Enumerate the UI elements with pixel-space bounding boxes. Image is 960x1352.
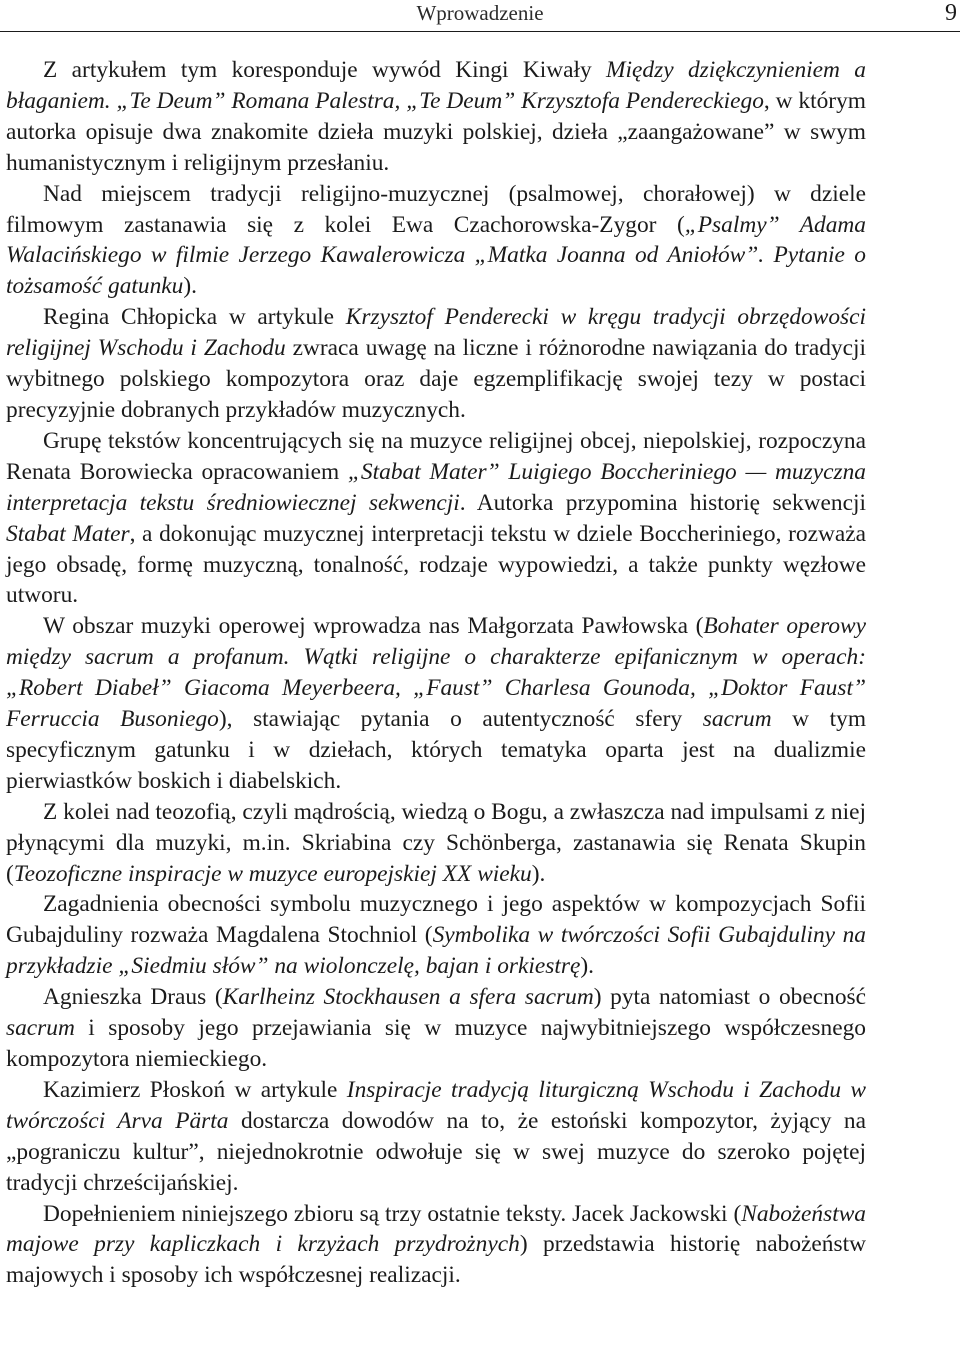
text-run: Agnieszka Draus ( xyxy=(43,984,223,1011)
text-run: Nad miejscem tradycji religijno-muzycznej (psalmowej, chorałowej) w dziele filmowym zastanawia się z kolei Ewa Czachorowska-Zygor ( xyxy=(6,180,866,238)
text-run: . Autorka przypomina historię sekwencji xyxy=(459,489,866,516)
text-run: ). xyxy=(531,860,546,887)
paragraph-stochniol xyxy=(6,889,866,982)
paragraph-jackowski xyxy=(6,1199,866,1292)
italic-title: „Psalmy” Adama Walacińskiego w filmie Jerzego Kawalerowicza „Matka Joanna od Aniołów”. Pytanie o tożsamość gatunku xyxy=(6,211,866,300)
italic-title: Bohater operowy między sacrum a profanum. Wątki religijne o charakterze epifanicznym w operach: „Robert Diabeł” Giacoma Meyerbeera, „Faust” Charlesa Gounoda, „Doktor Faust” Ferruccia Busoniego xyxy=(6,613,866,733)
italic-title: Między dziękczynieniem a błaganiem. „Te Deum” Romana Palestra, „Te Deum” Krzysztofa Pendereckiego xyxy=(6,57,866,114)
italic-title: Inspiracje tradycją liturgiczną Wschodu i Zachodu w twórczości Arva Pärta xyxy=(6,1076,866,1134)
text-run: zwraca uwagę na liczne i różnorodne nawiązania do tradycji wybitnego polskiego kompozytora oraz daje egzemplifikację swojej tezy w postaci precyzyjnie dobranych przykładów muzycznych. xyxy=(6,335,866,423)
text-run: ), stawiając pytania o autentyczność sfery xyxy=(218,706,703,733)
paragraph-pawlowska xyxy=(6,611,866,796)
text-run: ). xyxy=(580,953,594,980)
text-run: Grupę tekstów koncentrujących się na muzyce religijnej obcej, niepolskiej, rozpoczyna Renata Borowiecka opracowaniem xyxy=(6,427,866,485)
paragraph-czachorowska-zygor xyxy=(6,179,866,303)
italic-title: Teozoficzne inspiracje w muzyce europejskiej XX wieku xyxy=(13,860,532,887)
italic-title: sacrum xyxy=(6,1015,75,1042)
paragraph-borowiecka xyxy=(6,426,866,611)
italic-title: Stabat Mater xyxy=(6,520,130,547)
text-run: ). xyxy=(183,273,198,300)
text-run: dostarcza dowodów na to, że estoński kompozytor, żyjący na „pograniczu kultur”, niejednokrotnie odwołuje się w swej muzyce do szeroko pojętej tradycji chrześcijańskiej. xyxy=(6,1107,866,1196)
text-run: , w którym autorka opisuje dwa znakomite dzieła muzyki polskiej, dzieła „zaangażowane” w swym humanistycznym i religijnym przesłaniu. xyxy=(6,87,866,176)
text-run: ) przedstawia historię nabożeństw majowych i sposoby ich współczesnej realizacji. xyxy=(6,1231,866,1289)
text-run: Zagadnienia obecności symbolu muzycznego i jego aspektów w kompozycjach Sofii Gubajduliny rozważa Magdalena Stochniol ( xyxy=(6,891,866,949)
italic-title: Symbolika w twórczości Sofii Gubajduliny na przykładzie „Siedmiu słów” na wiolonczelę, bajan i orkiestrę xyxy=(6,922,867,980)
text-run: Z artykułem tym koresponduje wywód Kingi Kiwały xyxy=(43,57,607,83)
text-run: Kazimierz Płoskoń w artykule xyxy=(43,1076,347,1103)
text-run: ) pyta natomiast o obecność xyxy=(593,984,867,1011)
text-run: W obszar muzyki operowej wprowadza nas Małgorzata Pawłowska ( xyxy=(43,613,704,640)
italic-title: Nabożeństwa majowe przy kapliczkach i krzyżach przydrożnych xyxy=(6,1200,866,1258)
italic-title: sacrum xyxy=(702,706,772,733)
text-run: , a dokonując muzycznej interpretacji tekstu w dziele Boccheriniego, rozważa jego obsadę, formę muzyczną, tonalność, rodzaje wypowiedzi, a także punkty węzłowe utworu. xyxy=(6,520,866,609)
text-run: w tym specyficznym gatunku i w dziełach, których tematyka oparta jest na dualizmie pierwiastków boskich i diabelskich. xyxy=(6,706,867,794)
paragraph-draus xyxy=(6,982,866,1075)
header-rule xyxy=(0,31,960,32)
text-run: i sposoby jego przejawiania się w muzyce najwybitniejszego współczesnego kompozytora niemieckiego. xyxy=(6,1015,866,1072)
italic-title: Krzysztof Penderecki w kręgu tradycji obrzędowości religijnej Wschodu i Zachodu xyxy=(6,304,867,362)
text-run: Regina Chłopicka w artykule xyxy=(43,304,346,331)
paragraph-ploskon xyxy=(6,1075,866,1199)
page-number: 9 xyxy=(945,0,957,26)
text-run: Z kolei nad teozofią, czyli mądrością, wiedzą o Bogu, a zwłaszcza nad impulsami z niej płynącymi dla muzyki, m.in. Skriabina czy Schönberga, zastanawia się Renata Skupin ( xyxy=(6,798,866,887)
paragraph-skupin xyxy=(6,797,866,890)
paragraph-chlopicka xyxy=(6,302,866,426)
body-text xyxy=(6,55,866,1291)
paragraph-kiwala xyxy=(6,55,866,179)
italic-title: „Stabat Mater” Luigiego Boccheriniego — muzyczna interpretacja tekstu średniowiecznej sekwencji xyxy=(6,458,866,516)
running-head: Wprowadzenie xyxy=(416,1,544,25)
page-header xyxy=(0,0,960,30)
italic-title: Karlheinz Stockhausen a sfera sacrum xyxy=(222,984,594,1011)
text-run: Dopełnieniem niniejszego zbioru są trzy ostatnie teksty. Jacek Jackowski ( xyxy=(43,1200,742,1227)
